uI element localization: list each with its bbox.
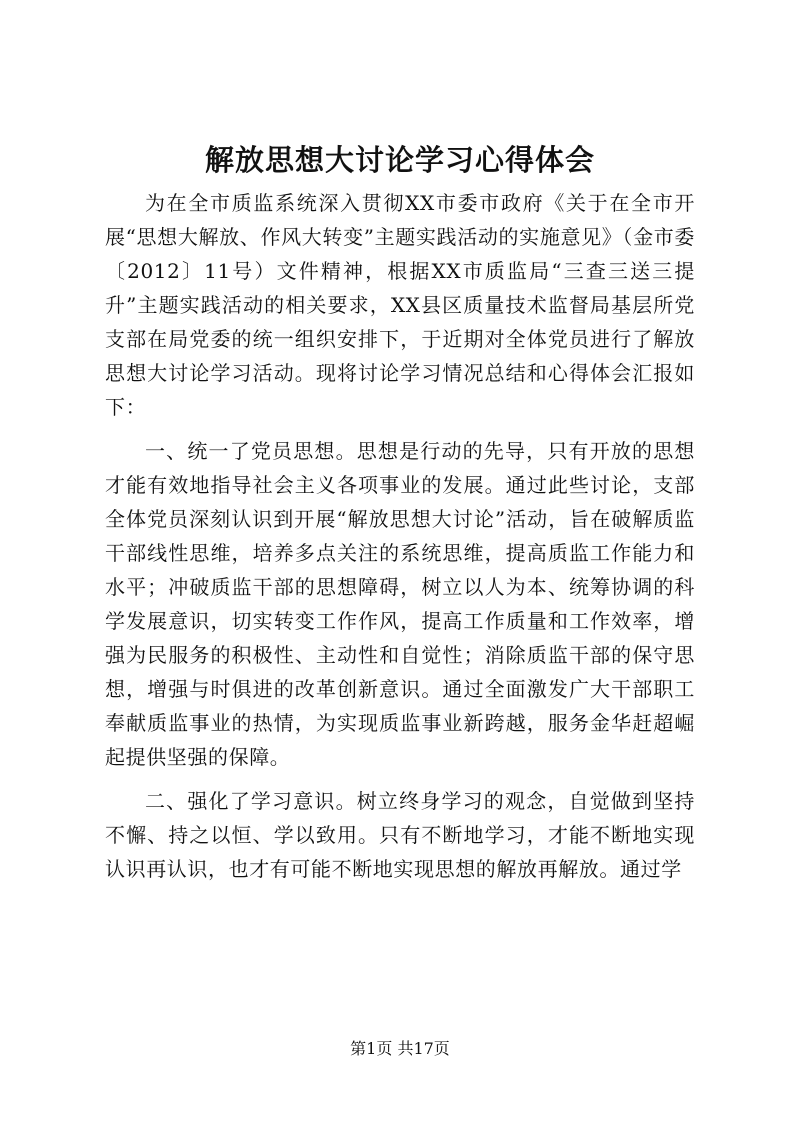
paragraph-section-2: 二、强化了学习意识。树立终身学习的观念，自觉做到坚持不懈、持之以恒、学以致用。只有不断地学习，才能不断地实现认识再认识，也才有可能不断地实现思想的解放再解放。通过学 (105, 789, 695, 881)
paragraph-intro: 为在全市质监系统深入贯彻XX市委市政府《关于在全市开展“思想大解放、作风大转变”主题实践活动的实施意见》（金市委〔2012〕11号）文件精神，根据XX市质监局“三查三送三提升”主题实践活动的相关要求，XX县区质量技术监督局基层所党支部在局党委的统一组织安排下，于近期对全体党员进行了解放思想大讨论学习活动。现将讨论学习情况总结和心得体会汇报如下： (105, 191, 695, 419)
document-title: 解放思想大讨论学习心得体会 (204, 143, 595, 177)
page-number-footer: 第1页 共17页 (350, 1039, 450, 1058)
document-body (105, 186, 695, 886)
paragraph-section-1: 一、统一了党员思想。思想是行动的先导，只有开放的思想才能有效地指导社会主义各项事业的发展。通过此些讨论，支部全体党员深刻认识到开展“解放思想大讨论”活动，旨在破解质监干部线性思维，培养多点关注的系统思维，提高质监工作能力和水平；冲破质监干部的思想障碍，树立以人为本、统筹协调的科学发展意识，切实转变工作作风，提高工作质量和工作效率，增强为民服务的积极性、主动性和自觉性；消除质监干部的保守思想，增强与时俱进的改革创新意识。通过全面激发广大干部职工奉献质监事业的热情，为实现质监事业新跨越，服务金华赶超崛起提供坚强的保障。 (105, 439, 695, 769)
